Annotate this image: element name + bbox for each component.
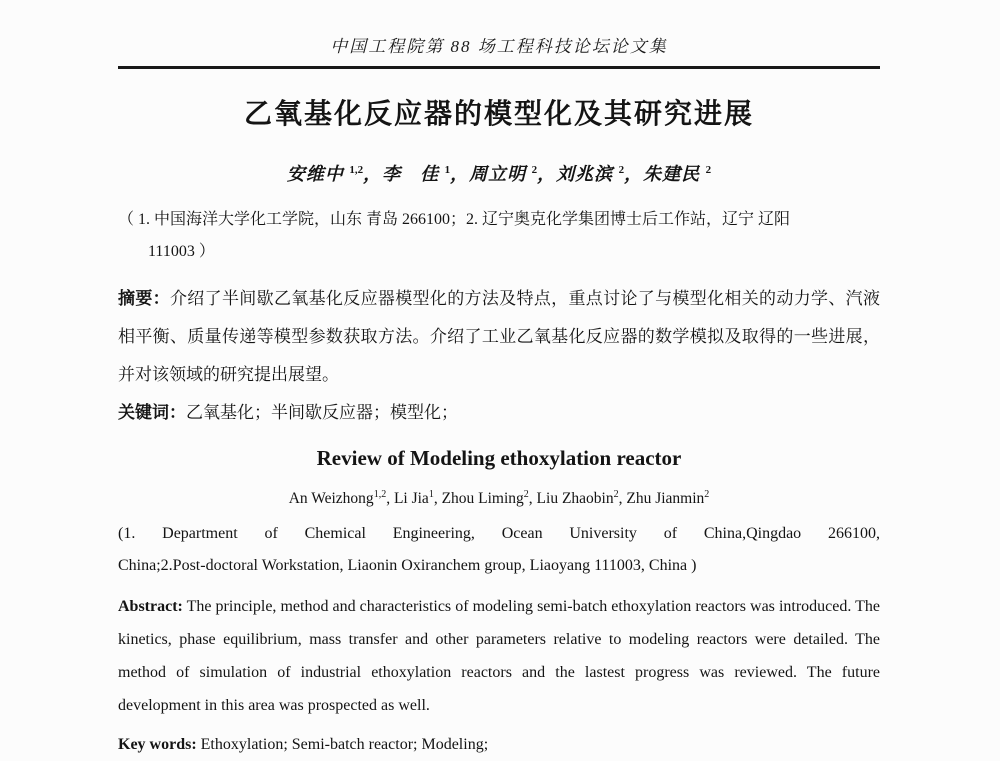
author-superscript: 2 [618, 164, 625, 176]
affiliation-en-line1: (1. Department of Chemical Engineering, Ocean University of China,Qingdao 266100, [118, 525, 880, 543]
author-name-en: , Liu Zhaobin [528, 490, 614, 508]
header-rule [118, 66, 880, 69]
author-name-zh: ，周立明 [450, 164, 532, 184]
affiliation-en-line2: China;2.Post-doctoral Workstation, Liaonin Oxiranchem group, Liaoyang 111003, China ) [118, 557, 697, 575]
author-line-en [118, 484, 880, 510]
author-superscript: 1 [428, 489, 434, 500]
keywords-text-zh: 乙氧基化；半间歇反应器；模型化； [186, 403, 458, 422]
running-header [118, 36, 880, 69]
keywords-zh [118, 394, 880, 432]
keywords-en [118, 728, 880, 761]
affiliation-zh-line1: （ 1. 中国海洋大学化工学院，山东 青岛 266100；2. 辽宁奥克化学集团博士后工作站，辽宁 辽阳 [118, 211, 791, 228]
affiliation-en [118, 518, 880, 582]
author-name-en: , Li Jia [386, 490, 429, 508]
keywords-label-zh: 关键词： [118, 403, 186, 422]
author-superscript: 1,2 [349, 164, 364, 176]
keywords-label-en: Key words: [118, 736, 197, 754]
author-line-zh [118, 157, 880, 187]
author-name-en: An Weizhong [288, 490, 374, 508]
author-name-en: , Zhou Liming [433, 490, 524, 508]
affiliation-zh-line2: 111003 ） [148, 243, 215, 260]
author-name-zh: 安维中 [286, 164, 350, 184]
paper-title-zh: 乙氧基化反应器的模型化及其研究进展 [243, 98, 754, 129]
author-name-en: , Zhu Jianmin [618, 490, 705, 508]
abstract-text-en: The principle, method and characteristics of modeling semi-batch ethoxylation reactors was introduced. The kinetics, phase equilibrium, mass transfer and other parameters relative to modeling reactors were detailed. The method of simulation of industrial ethoxylation reactors and the lastest progress was reviewed. The future development in this area was prospected as well. [118, 598, 880, 715]
affiliation-zh [118, 204, 880, 268]
author-name-zh: ，李 佳 [363, 164, 445, 184]
author-superscript: 2 [705, 164, 712, 176]
author-superscript: 2 [704, 489, 710, 500]
abstract-text-zh: 介绍了半间歇乙氧基化反应器模型化的方法及特点，重点讨论了与模型化相关的动力学、汽液相平衡、质量传递等模型参数获取方法。介绍了工业乙氧基化反应器的数学模拟及取得的一些进展，并对该领域的研究提出展望。 [118, 289, 881, 384]
author-superscript: 1,2 [373, 489, 387, 500]
abstract-zh [118, 280, 880, 394]
keywords-text-en: Ethoxylation; Semi-batch reactor; Modeling; [196, 736, 489, 754]
proceedings-title: 中国工程院第 88 场工程科技论坛论文集 [330, 37, 668, 56]
author-superscript: 1 [444, 164, 451, 176]
abstract-en [118, 590, 880, 722]
author-name-zh: ，朱建民 [624, 164, 706, 184]
author-superscript: 2 [613, 489, 619, 500]
abstract-label-zh: 摘要： [118, 289, 170, 308]
abstract-label-en: Abstract: [118, 598, 183, 616]
author-name-zh: ，刘兆滨 [537, 164, 619, 184]
author-superscript: 2 [531, 164, 538, 176]
author-superscript: 2 [523, 489, 529, 500]
paper-title-en: Review of Modeling ethoxylation reactor [316, 446, 682, 470]
